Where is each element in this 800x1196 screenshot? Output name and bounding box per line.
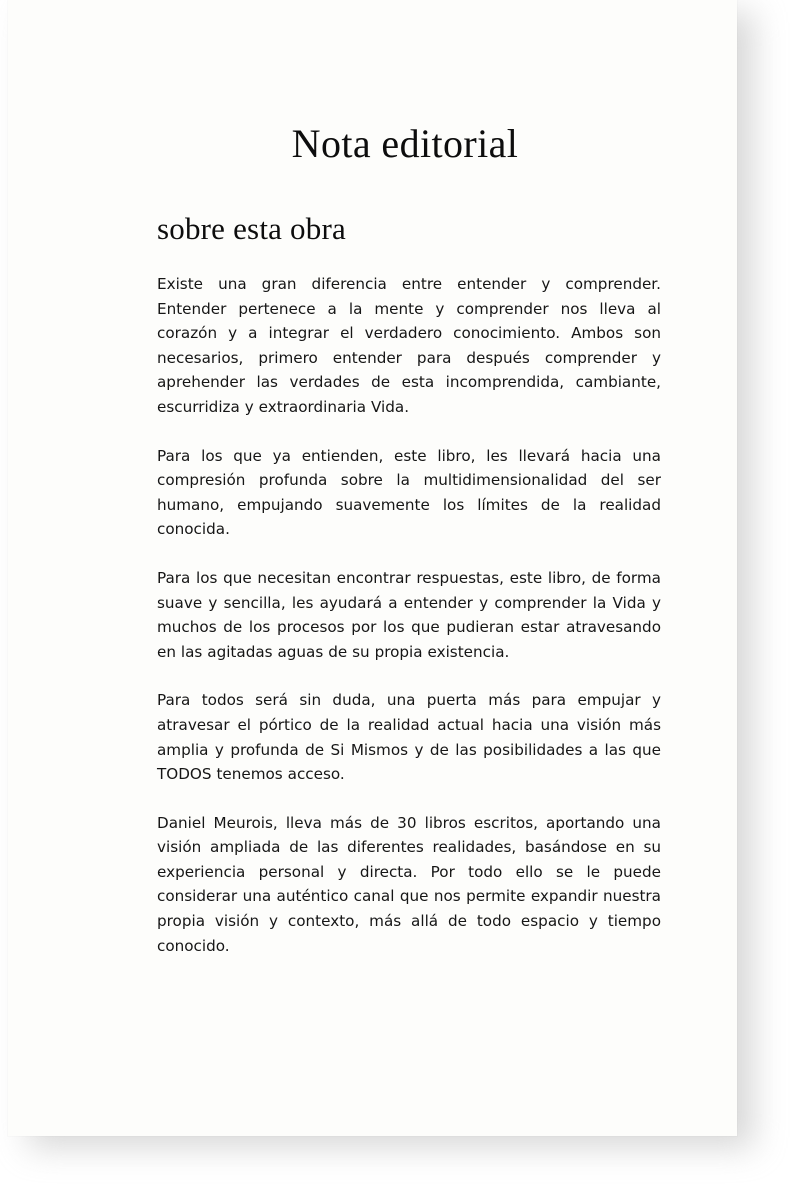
page-title: Nota editorial <box>291 121 519 166</box>
page-subtitle: sobre esta obra <box>157 211 346 246</box>
paragraph: Daniel Meurois, lleva más de 30 libros escritos, aportando una visión ampliada de las diferentes realidades, basándose en su experiencia personal y directa. Por todo ello se le puede considerar una auténtico canal que nos permite expandir nuestra propia visión y contexto, más allá de todo espacio y tiempo conocido. <box>157 813 661 955</box>
book-page-sheet <box>8 0 737 1136</box>
page-content-area <box>150 0 660 1136</box>
paragraph: Para todos será sin duda, una puerta más para empujar y atravesar el pórtico de la realidad actual hacia una visión más amplia y profunda de Si Mismos y de las posibilidades a las que TODOS tenemos acceso. <box>157 691 661 784</box>
paragraph: Para los que necesitan encontrar respuestas, este libro, de forma suave y sencilla, les ayudará a entender y comprender la Vida y muchos de los procesos por los que pudieran estar atravesando en las agitadas aguas de su propia existencia. <box>157 568 661 661</box>
body-text <box>157 272 661 958</box>
paragraph: Para los que ya entienden, este libro, les llevará hacia una compresión profunda sobre la multidimensionalidad del ser humano, empujando suavemente los límites de la realidad conocida. <box>157 446 661 539</box>
paragraph: Existe una gran diferencia entre entender y comprender. Entender pertenece a la mente y comprender nos lleva al corazón y a integrar el verdadero conocimiento. Ambos son necesarios, primero entender para después comprender y aprehender las verdades de esta incomprendida, cambiante, escurridiza y extraordinaria Vida. <box>157 275 661 416</box>
